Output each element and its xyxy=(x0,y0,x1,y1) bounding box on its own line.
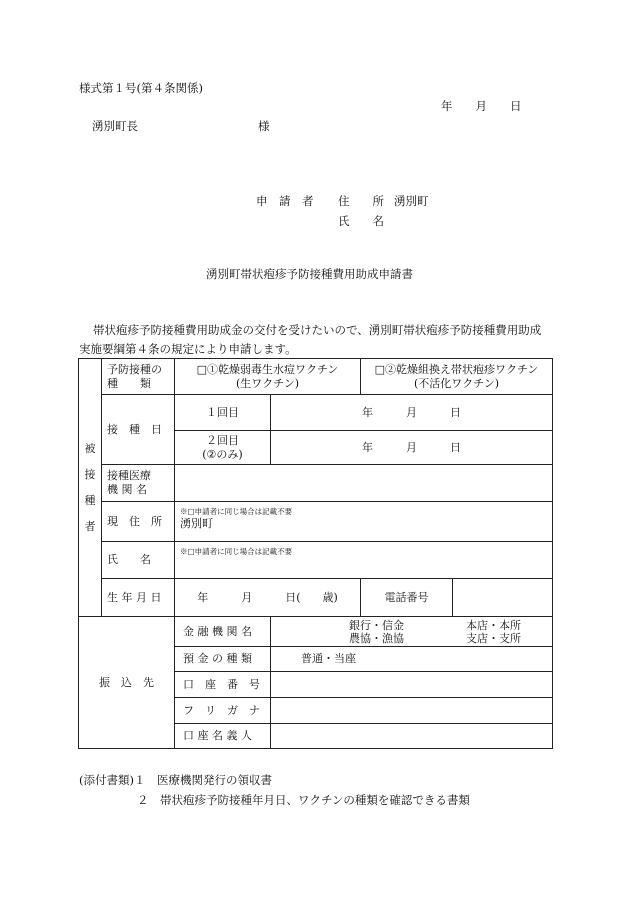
attachment-line-1: (添付書類)１ 医療機関発行の領収書 xyxy=(79,773,272,787)
vaccine-option-inactivated[interactable]: □②乾燥組換え帯状疱疹ワクチン (不活化ワクチン) xyxy=(361,359,553,395)
same-as-applicant-note: ※□申請者に同じ場合は記載不要 xyxy=(180,507,293,516)
current-address-field[interactable] xyxy=(175,502,553,542)
addressee: 湧別町長 xyxy=(92,119,138,133)
transfer-label: 振 込 先 xyxy=(79,617,175,749)
furigana-label: フ リ ガ ナ xyxy=(175,698,271,724)
application-form-table xyxy=(78,358,553,749)
account-number-field[interactable] xyxy=(271,672,553,698)
applicant-label: 申 請 者 xyxy=(256,194,314,208)
vaccination-date-label: 接 種 日 xyxy=(102,395,175,465)
attachment-line-2: ２ 帯状疱疹予防接種年月日、ワクチンの種類を確認できる書類 xyxy=(137,793,470,807)
branch-type-main: 本店・本所 xyxy=(466,618,521,632)
recipient-name-label: 氏 名 xyxy=(102,542,175,579)
dob-label: 生 年 月 日 xyxy=(102,579,175,617)
clinic-label: 接種医療 機 関 名 xyxy=(102,465,175,502)
account-holder-field[interactable] xyxy=(271,724,553,749)
account-number-label: 口 座 番 号 xyxy=(175,672,271,698)
deposit-type-value[interactable]: 普通・当座 xyxy=(271,647,553,672)
recipient-name-field[interactable] xyxy=(175,542,553,579)
furigana-field[interactable] xyxy=(271,698,553,724)
dose-2-label: ２回目 (②のみ) xyxy=(175,431,271,465)
form-number: 様式第１号(第４条関係) xyxy=(79,81,203,95)
deposit-type-label: 預 金 の 種 類 xyxy=(175,647,271,672)
current-address-label: 現 住 所 xyxy=(102,502,175,542)
intro-line-1: 帯状疱疹予防接種費用助成金の交付を受けたいので、湧別町帯状疱疹予防接種費用助成 xyxy=(93,323,542,337)
applicant-address-value: 湧別町 xyxy=(394,194,429,208)
same-as-applicant-note: ※□申請者に同じ場合は記載不要 xyxy=(180,547,293,556)
recipient-label: 被 接 種 者 xyxy=(79,359,102,617)
document-title: 湧別町帯状疱疹予防接種費用助成申請書 xyxy=(206,267,413,281)
dose-2-date[interactable]: 年 月 日 xyxy=(271,431,553,465)
phone-field[interactable] xyxy=(453,579,553,617)
current-address-value: 湧別町 xyxy=(180,517,213,530)
applicant-address-label: 住 所 xyxy=(338,194,384,208)
bank-type-bank: 銀行・信金 xyxy=(349,618,404,632)
branch-type-branch: 支店・支所 xyxy=(466,631,521,645)
bank-name-field[interactable] xyxy=(271,617,553,647)
honorific: 様 xyxy=(258,119,270,133)
vaccine-type-label: 予防接種の 種 類 xyxy=(102,359,175,395)
clinic-name-field[interactable] xyxy=(175,465,553,502)
account-holder-label: 口 座 名 義 人 xyxy=(175,724,271,749)
intro-line-2: 実施要綱第４条の規定により申請します。 xyxy=(79,342,297,356)
phone-label: 電話番号 xyxy=(361,579,453,617)
dob-field[interactable]: 年 月 日( 歳) xyxy=(175,579,361,617)
bank-name-label: 金 融 機 関 名 xyxy=(175,617,271,647)
dose-1-label: １回目 xyxy=(175,395,271,431)
submission-date: 年 月 日 xyxy=(441,99,522,113)
dose-1-date[interactable]: 年 月 日 xyxy=(271,395,553,431)
vaccine-option-live[interactable]: □①乾燥弱毒生水痘ワクチン (生ワクチン) xyxy=(175,359,361,395)
bank-type-coop: 農協・漁協 xyxy=(349,631,404,645)
applicant-name-label: 氏 名 xyxy=(338,214,384,228)
